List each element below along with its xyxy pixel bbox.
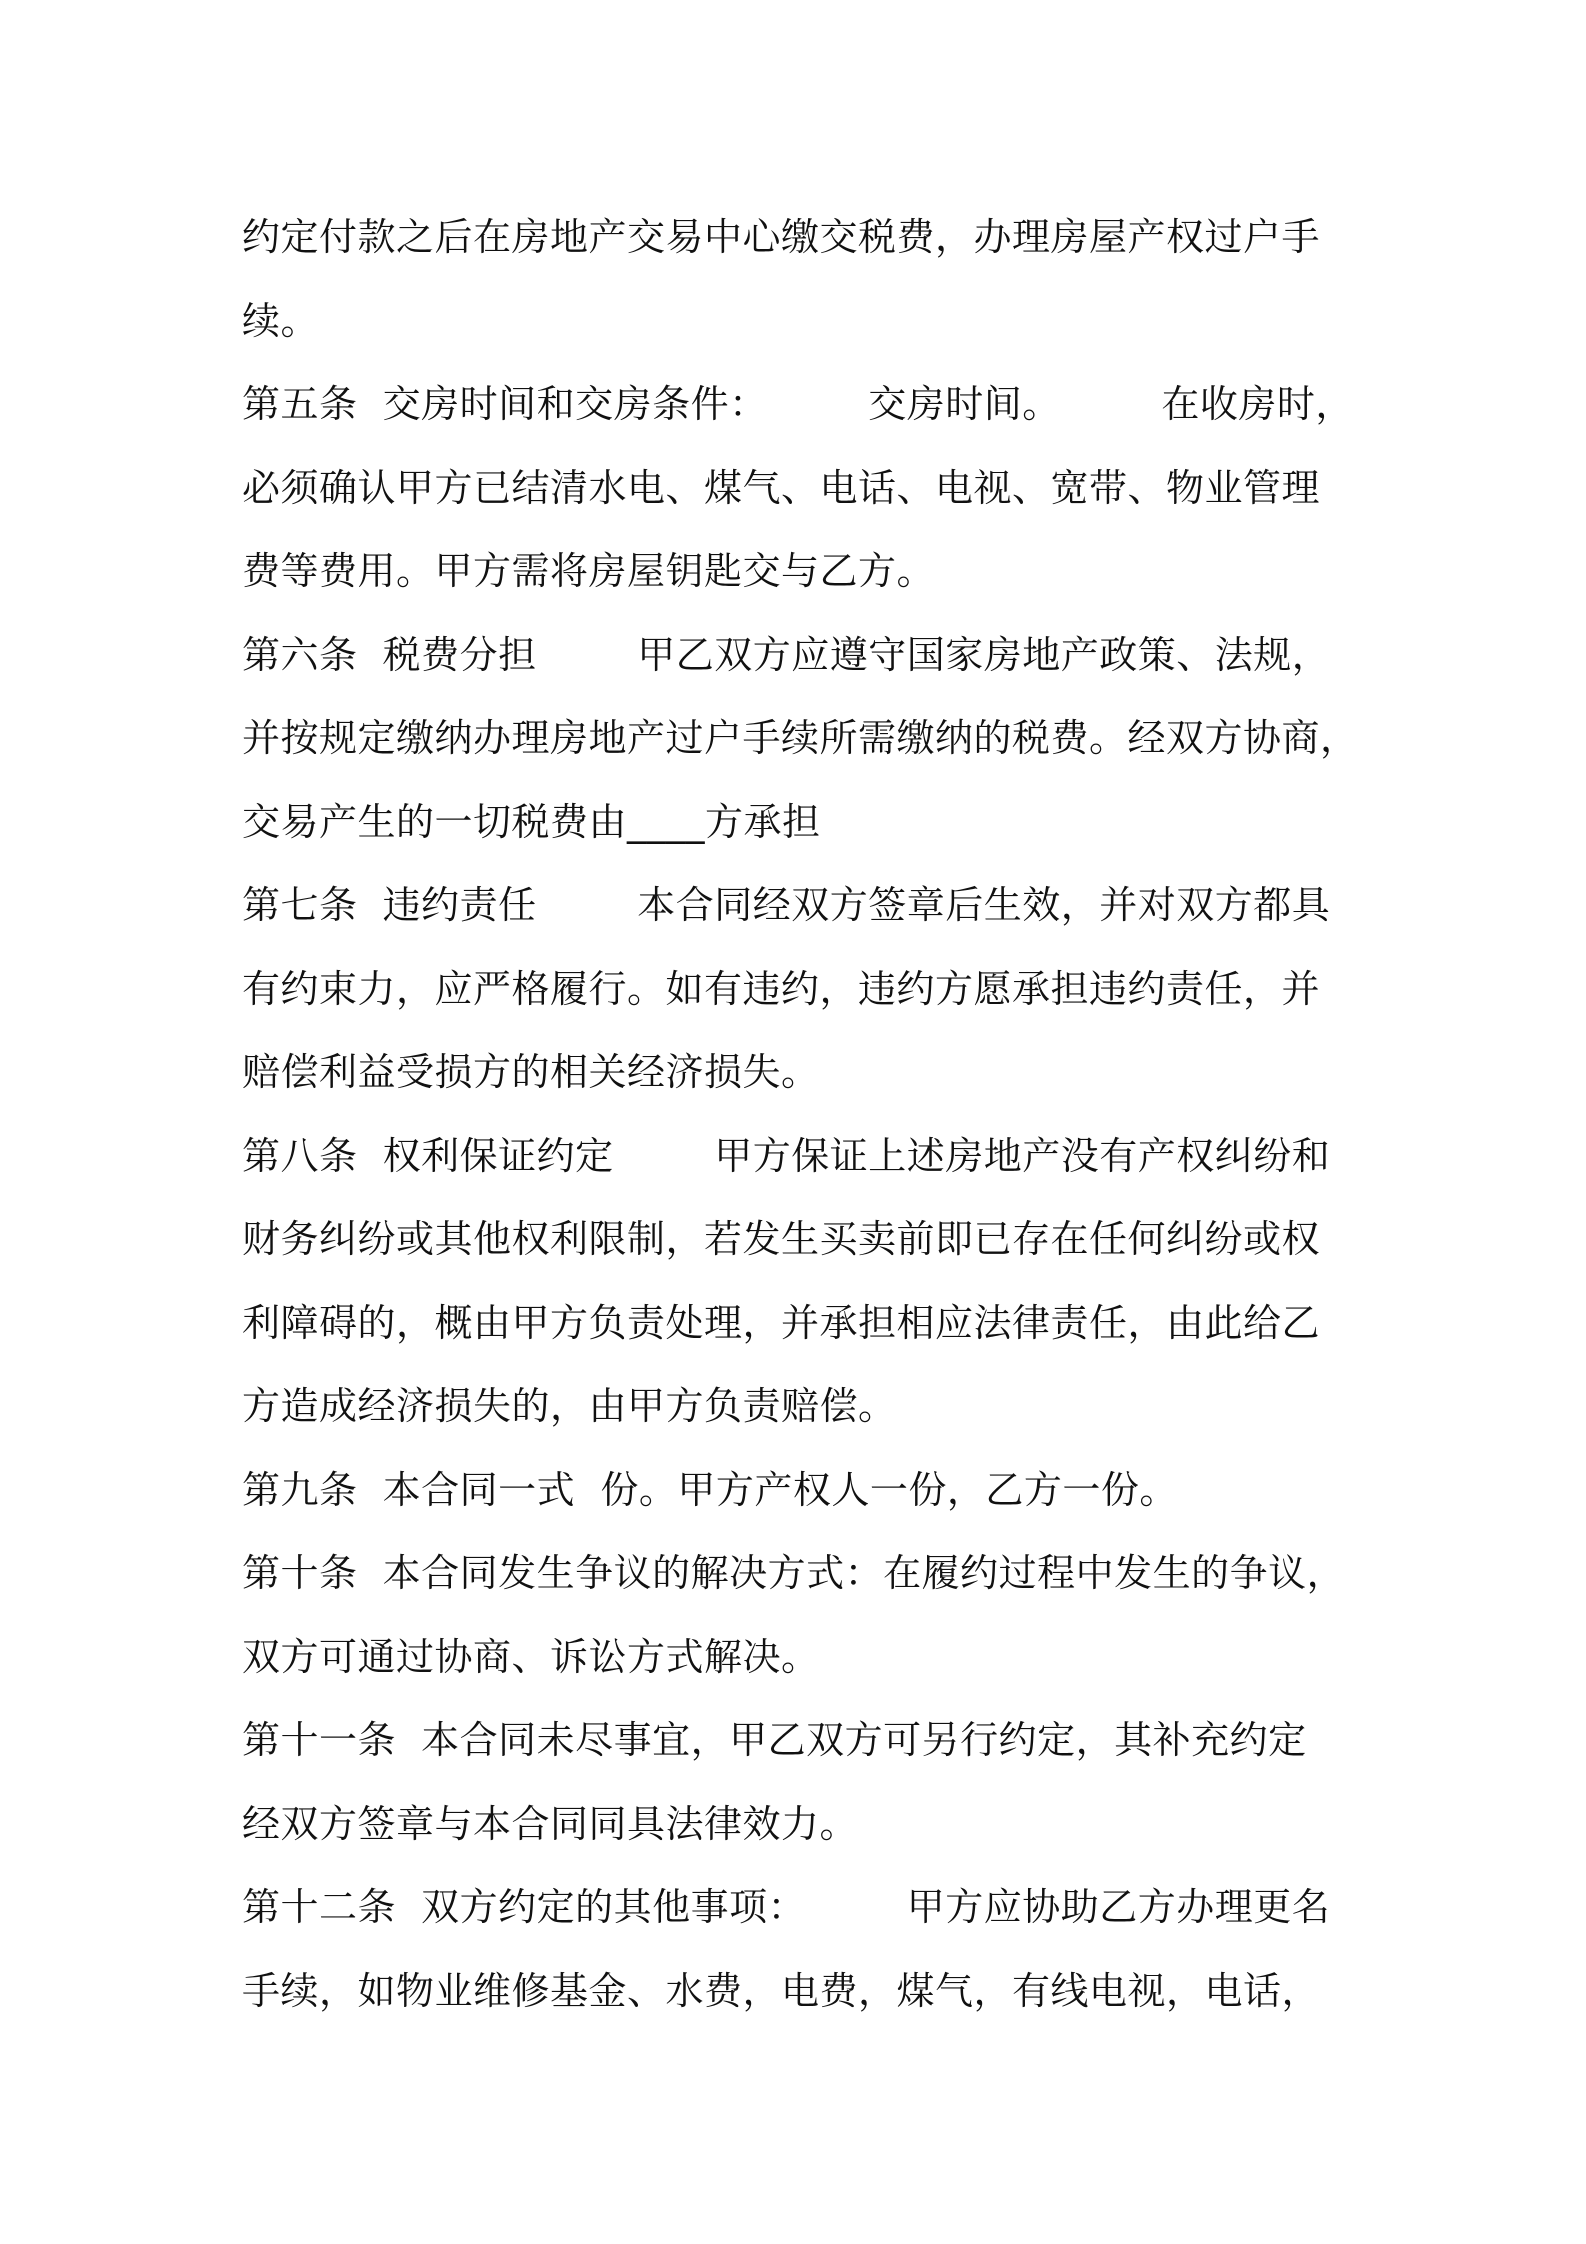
text-line-22: 手续，如物业维修基金、水费，电费，煤气，有线电视，电话， <box>242 1968 1321 2013</box>
article-5-heading-line: 第五条 交房时间和交房条件： 交房时间。 在收房时， <box>242 382 1354 426</box>
text-line-1: 约定付款之后在房地产交易中心缴交税费，办理房屋产权过户手 <box>242 215 1321 259</box>
text-line-15: 方造成经济损失的，由甲方负责赔偿。 <box>242 1384 897 1428</box>
text-line-4: 必须确认甲方已结清水电、煤气、电话、电视、宽带、物业管理 <box>242 465 1321 510</box>
article-12-heading-line: 第十二条 双方约定的其他事项： 甲方应协助乙方办理更名 <box>242 1885 1331 1929</box>
article-6-heading-line: 第六条 税费分担 甲乙双方应遵守国家房地产政策、法规， <box>242 632 1331 677</box>
article-11-heading-line: 第十一条 本合同未尽事宜，甲乙双方可另行约定，其补充约定 <box>242 1718 1307 1762</box>
contract-text-body <box>242 196 1372 2033</box>
article-9-line: 第九条 本合同一式 份。甲方产权人一份，乙方一份。 <box>242 1467 1178 1512</box>
text-line-14: 利障碍的，概由甲方负责处理，并承担相应法律责任，由此给乙 <box>242 1300 1321 1345</box>
text-line-5: 费等费用。甲方需将房屋钥匙交与乙方。 <box>242 549 936 593</box>
text-line-8: 交易产生的一切税费由____方承担 <box>242 799 821 844</box>
article-7-heading-line: 第七条 违约责任 本合同经双方签章后生效，并对双方都具 <box>242 883 1331 927</box>
text-line-11: 赔偿利益受损方的相关经济损失。 <box>242 1050 820 1094</box>
text-line-7: 并按规定缴纳办理房地产过户手续所需缴纳的税费。经双方协商， <box>242 716 1359 760</box>
text-line-10: 有约束力，应严格履行。如有违约，违约方愿承担违约责任，并 <box>242 966 1321 1011</box>
text-line-13: 财务纠纷或其他权利限制，若发生买卖前即已存在任何纠纷或权 <box>242 1217 1321 1261</box>
text-line-2: 续。 <box>242 298 320 343</box>
text-line-18: 双方可通过协商、诉讼方式解决。 <box>242 1634 820 1679</box>
article-10-heading-line: 第十条 本合同发生争议的解决方式：在履约过程中发生的争议， <box>242 1551 1346 1595</box>
text-line-20: 经双方签章与本合同同具法律效力。 <box>242 1801 859 1846</box>
article-8-heading-line: 第八条 权利保证约定 甲方保证上述房地产没有产权纠纷和 <box>242 1133 1331 1178</box>
